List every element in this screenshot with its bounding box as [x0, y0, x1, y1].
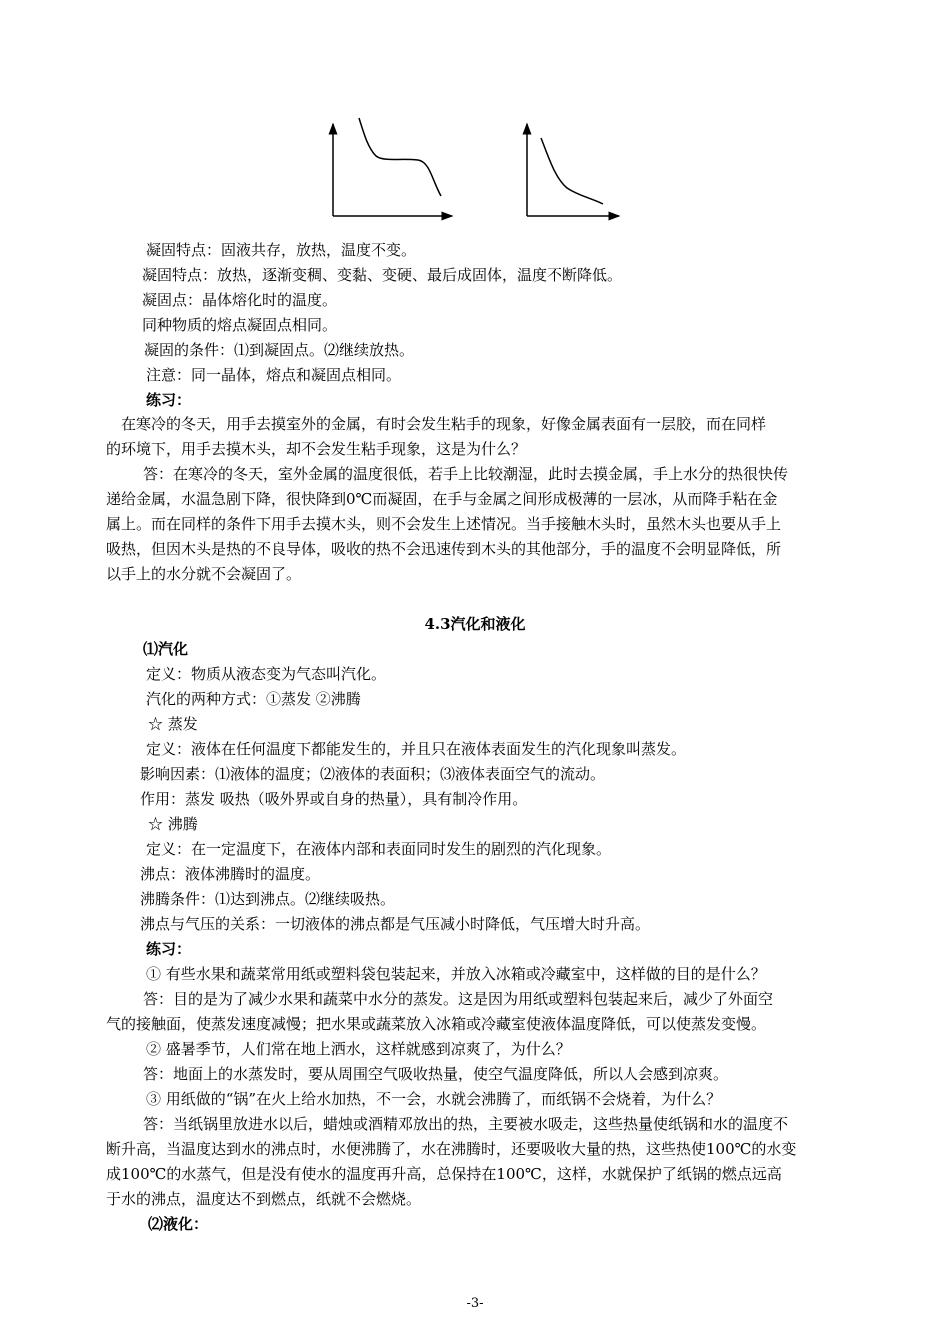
- subsection-vaporization: ⑴汽化: [143, 640, 189, 658]
- solidification-graphs: [0, 100, 950, 230]
- boiling-heading: ☆ 沸腾: [148, 815, 198, 833]
- exercise-answer-3-line: 于水的沸点，温度达不到燃点，纸就不会燃烧。: [106, 1190, 422, 1208]
- exercise-answer-line: 属上。而在同样的条件下用手去摸木头，则不会发生上述情况。当手接触木头时，虽然木头也要从手上: [106, 515, 782, 533]
- exercise-answer-3-line: 断升高，当温度达到水的沸点时，水便沸腾了，水在沸腾时，还要吸收大量的热，这些热使100℃的水变: [106, 1140, 797, 1158]
- attention-note: 注意：同一晶体，熔点和凝固点相同。: [146, 366, 402, 384]
- exercise-heading-1: 练习：: [146, 391, 192, 409]
- evaporation-heading: ☆ 蒸发: [148, 715, 198, 733]
- exercise-question-line: 的环境下，用手去摸木头，却不会发生粘手现象，这是为什么？: [106, 440, 527, 458]
- solidification-conditions: 凝固的条件：⑴到凝固点。⑵继续放热。: [144, 341, 415, 359]
- exercise-answer-1-line: 答：目的是为了减少水果和蔬菜中水分的蒸发。这是因为用纸或塑料包装起来后，减少了外面空: [143, 990, 774, 1008]
- exercise-heading-2: 练习：: [146, 940, 192, 958]
- boiling-conditions: 沸腾条件：⑴达到沸点。⑵继续吸热。: [140, 890, 396, 908]
- subsection-liquefaction: ⑵液化：: [148, 1215, 209, 1233]
- solidification-point-definition: 凝固点：晶体熔化时的温度。: [142, 291, 338, 309]
- exercise-answer-line: 吸热，但因木头是热的不良导体，吸收的热不会迅速传到木头的其他部分，手的温度不会明显降低，所: [106, 540, 782, 558]
- section-title: 4.3汽化和液化: [424, 615, 526, 633]
- exercise-question-2: ② 盛暑季节，人们常在地上洒水，这样就感到凉爽了，为什么？: [146, 1040, 571, 1058]
- exercise-answer-2: 答：地面上的水蒸发时，要从周围空气吸收热量，使空气温度降低，所以人会感到凉爽。: [143, 1065, 729, 1083]
- exercise-question-line: 在寒冷的冬天，用手去摸室外的金属，有时会发生粘手的现象，好像金属表面有一层胶，而在同样: [121, 415, 767, 433]
- boiling-definition: 定义：在一定温度下，在液体内部和表面同时发生的剧烈的汽化现象。: [146, 840, 612, 858]
- crystal-solidification-graph: [320, 100, 460, 222]
- page-number: -3-: [466, 1296, 484, 1311]
- exercise-answer-1-line: 气的接触面，使蒸发速度减慢；把水果或蔬菜放入冰箱或冷藏室使液体温度降低，可以使蒸发变慢。: [106, 1015, 767, 1033]
- evaporation-effect: 作用：蒸发 吸热（吸外界或自身的热量），具有制冷作用。: [140, 790, 528, 808]
- melting-freezing-point-note: 同种物质的熔点凝固点相同。: [142, 316, 338, 334]
- vaporization-methods: 汽化的两种方式：①蒸发 ②沸腾: [146, 690, 361, 708]
- vaporization-definition: 定义：物质从液态变为气态叫汽化。: [146, 665, 387, 683]
- exercise-answer-line: 答：在寒冷的冬天，室外金属的温度很低，若手上比较潮湿，此时去摸金属，手上水分的热很快传: [143, 465, 789, 483]
- solidification-feature-crystal: 凝固特点：固液共存，放热，温度不变。: [146, 241, 417, 259]
- boiling-point-definition: 沸点：液体沸腾时的温度。: [140, 865, 321, 883]
- exercise-answer-3-line: 答：当纸锅里放进水以后，蜡烛或酒精邓放出的热，主要被水吸走，这些热量使纸锅和水的温度不: [143, 1115, 789, 1133]
- boiling-pressure-relation: 沸点与气压的关系：一切液体的沸点都是气压减小时降低，气压增大时升高。: [140, 915, 651, 933]
- exercise-question-1: ① 有些水果和蔬菜常用纸或塑料袋包装起来，并放入冰箱或冷藏室中，这样做的目的是什么？: [146, 965, 766, 983]
- solidification-feature-amorphous: 凝固特点：放热，逐渐变稠、变黏、变硬、最后成固体，温度不断降低。: [142, 266, 623, 284]
- exercise-answer-line: 以手上的水分就不会凝固了。: [106, 565, 302, 583]
- exercise-answer-line: 递给金属，水温急剧下降，很快降到0℃而凝固，在手与金属之间形成极薄的一层冰，从而降手粘在金: [106, 490, 778, 508]
- exercise-question-3: ③ 用纸做的“锅”在火上给水加热，不一会，水就会沸腾了，而纸锅不会烧着，为什么？: [146, 1090, 722, 1108]
- evaporation-factors: 影响因素：⑴液体的温度；⑵液体的表面积；⑶液体表面空气的流动。: [140, 765, 606, 783]
- exercise-answer-3-line: 成100℃的水蒸气，但是没有使水的温度再升高，总保持在100℃，这样，水就保护了纸锅的燃点远高: [106, 1165, 782, 1183]
- amorphous-solidification-graph: [515, 100, 625, 222]
- evaporation-definition: 定义：液体在任何温度下都能发生的，并且只在液体表面发生的汽化现象叫蒸发。: [146, 740, 687, 758]
